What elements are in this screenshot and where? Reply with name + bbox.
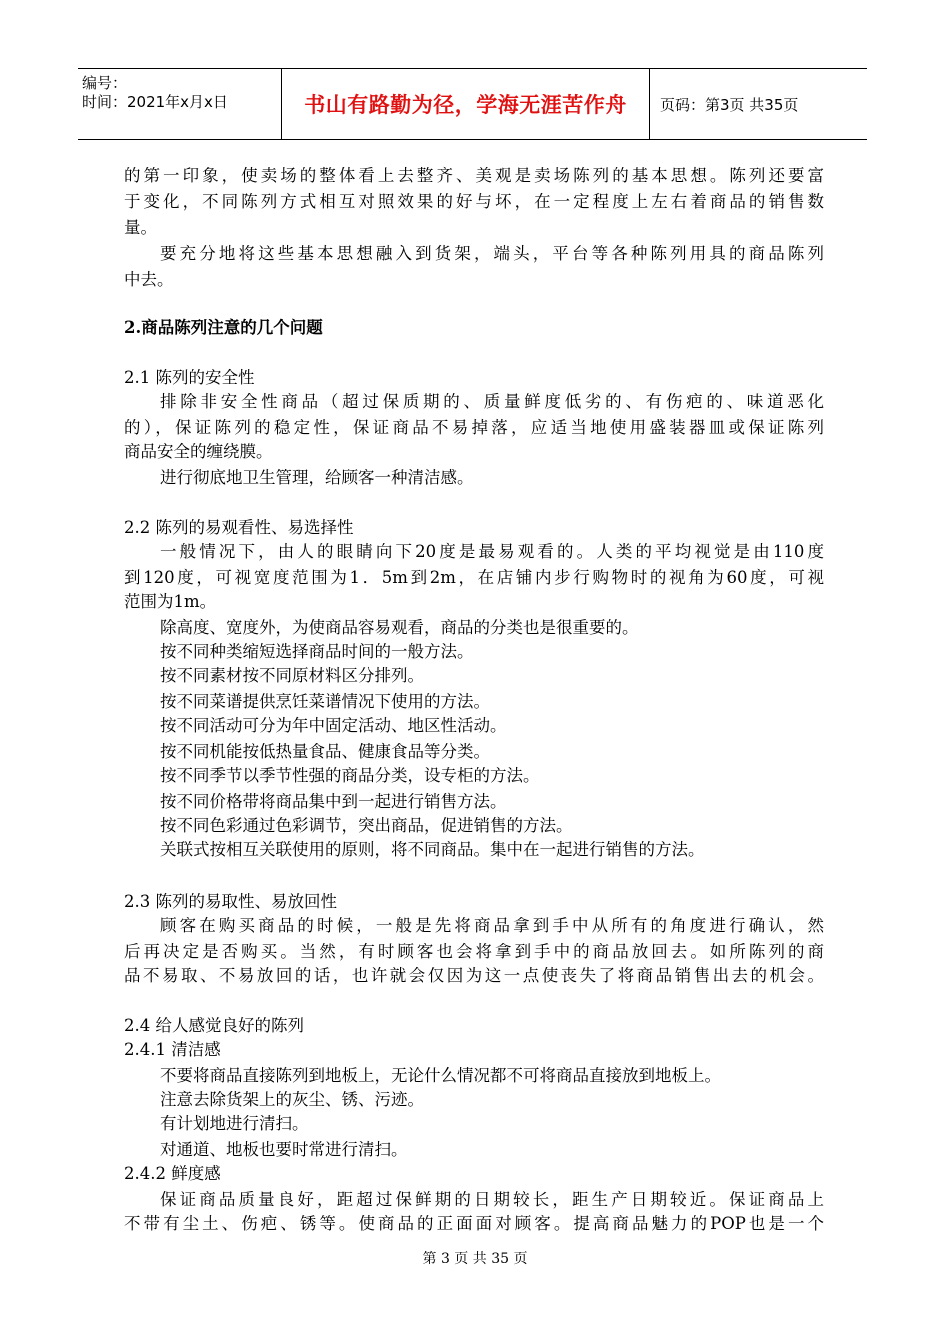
subsection-heading: 2.3 陈列的易取性、易放回性 bbox=[124, 892, 337, 911]
subsection-heading: 2.1 陈列的安全性 bbox=[124, 368, 255, 387]
paragraph-line: 到120度，可视宽度范围为1．5m到2m，在店铺内步行购物时的视角为60度，可视 bbox=[124, 568, 824, 587]
document-header bbox=[78, 68, 867, 140]
paragraph-line: 排除非安全性商品（超过保质期的、质量鲜度低劣的、有伤疤的、味道恶化 bbox=[160, 392, 824, 411]
list-item: 有计划地进行清扫。 bbox=[160, 1114, 309, 1133]
subsection-heading: 2.4.2 鲜度感 bbox=[124, 1164, 221, 1183]
paragraph-line: 的），保证陈列的稳定性，保证商品不易掉落，应适当地使用盛装器皿或保证陈列 bbox=[124, 418, 824, 437]
list-item: 对通道、地板也要时常进行清扫。 bbox=[160, 1140, 408, 1159]
list-item: 按不同活动可分为年中固定活动、地区性活动。 bbox=[160, 716, 507, 735]
paragraph-line: 范围为1m。 bbox=[124, 592, 217, 611]
list-item: 除高度、宽度外，为使商品容易观看，商品的分类也是很重要的。 bbox=[160, 618, 639, 637]
paragraph-line: 于变化，不同陈列方式相互对照效果的好与坏，在一定程度上左右着商品的销售数 bbox=[124, 192, 824, 211]
subsection-heading: 2.4.1 清洁感 bbox=[124, 1040, 221, 1059]
paragraph-line: 品不易取、不易放回的话，也许就会仅因为这一点使丧失了将商品销售出去的机会。 bbox=[124, 966, 824, 985]
paragraph-line: 顾客在购买商品的时候，一般是先将商品拿到手中从所有的角度进行确认，然 bbox=[160, 916, 824, 935]
list-item: 按不同菜谱提供烹饪菜谱情况下使用的方法。 bbox=[160, 692, 490, 711]
header-motto: 书山有路勤为径，学海无涯苦作舟 bbox=[304, 93, 627, 117]
list-item: 关联式按相互关联使用的原则，将不同商品。集中在一起进行销售的方法。 bbox=[160, 840, 705, 859]
list-item: 按不同机能按低热量食品、健康食品等分类。 bbox=[160, 742, 490, 761]
header-page-code: 页码：第3页 共35页 bbox=[660, 95, 799, 114]
paragraph-line: 后再决定是否购买。当然，有时顾客也会将拿到手中的商品放回去。如所陈列的商 bbox=[124, 942, 824, 961]
paragraph-line: 一般情况下，由人的眼睛向下20度是最易观看的。人类的平均视觉是由110度 bbox=[160, 542, 824, 561]
list-item: 按不同色彩通过色彩调节，突出商品，促进销售的方法。 bbox=[160, 816, 573, 835]
header-page-code-cell bbox=[650, 69, 867, 139]
list-item: 按不同价格带将商品集中到一起进行销售方法。 bbox=[160, 792, 507, 811]
header-meta-cell bbox=[78, 69, 282, 139]
list-item: 按不同季节以季节性强的商品分类，设专柜的方法。 bbox=[160, 766, 540, 785]
list-item: 不要将商品直接陈列到地板上，无论什么情况都不可将商品直接放到地板上。 bbox=[160, 1066, 721, 1085]
document-date: 时间：2021年x月x日 bbox=[82, 93, 228, 111]
paragraph-line: 量。 bbox=[124, 218, 157, 237]
subsection-heading: 2.2 陈列的易观看性、易选择性 bbox=[124, 518, 354, 537]
subsection-heading: 2.4 给人感觉良好的陈列 bbox=[124, 1016, 304, 1035]
document-number-label: 编号： bbox=[82, 74, 128, 92]
list-item: 按不同素材按不同原材料区分排列。 bbox=[160, 666, 424, 685]
paragraph-line: 不带有尘土、伤疤、锈等。使商品的正面面对顾客。提高商品魅力的POP也是一个 bbox=[124, 1214, 824, 1233]
paragraph-line: 要充分地将这些基本思想融入到货架，端头，平台等各种陈列用具的商品陈列 bbox=[160, 244, 824, 263]
page-footer: 第 3 页 共 35 页 bbox=[422, 1251, 528, 1267]
list-item: 按不同种类缩短选择商品时间的一般方法。 bbox=[160, 642, 474, 661]
list-item: 注意去除货架上的灰尘、锈、污迹。 bbox=[160, 1090, 424, 1109]
paragraph-line: 进行彻底地卫生管理，给顾客一种清洁感。 bbox=[160, 468, 474, 487]
section-heading: 2.商品陈列注意的几个问题 bbox=[124, 318, 323, 337]
paragraph-line: 的第一印象，使卖场的整体看上去整齐、美观是卖场陈列的基本思想。陈列还要富 bbox=[124, 166, 824, 185]
paragraph-line: 中去。 bbox=[124, 270, 174, 289]
paragraph-line: 保证商品质量良好，距超过保鲜期的日期较长，距生产日期较近。保证商品上 bbox=[160, 1190, 824, 1209]
paragraph-line: 商品安全的缠绕膜。 bbox=[124, 442, 273, 461]
header-motto-cell bbox=[282, 69, 650, 139]
